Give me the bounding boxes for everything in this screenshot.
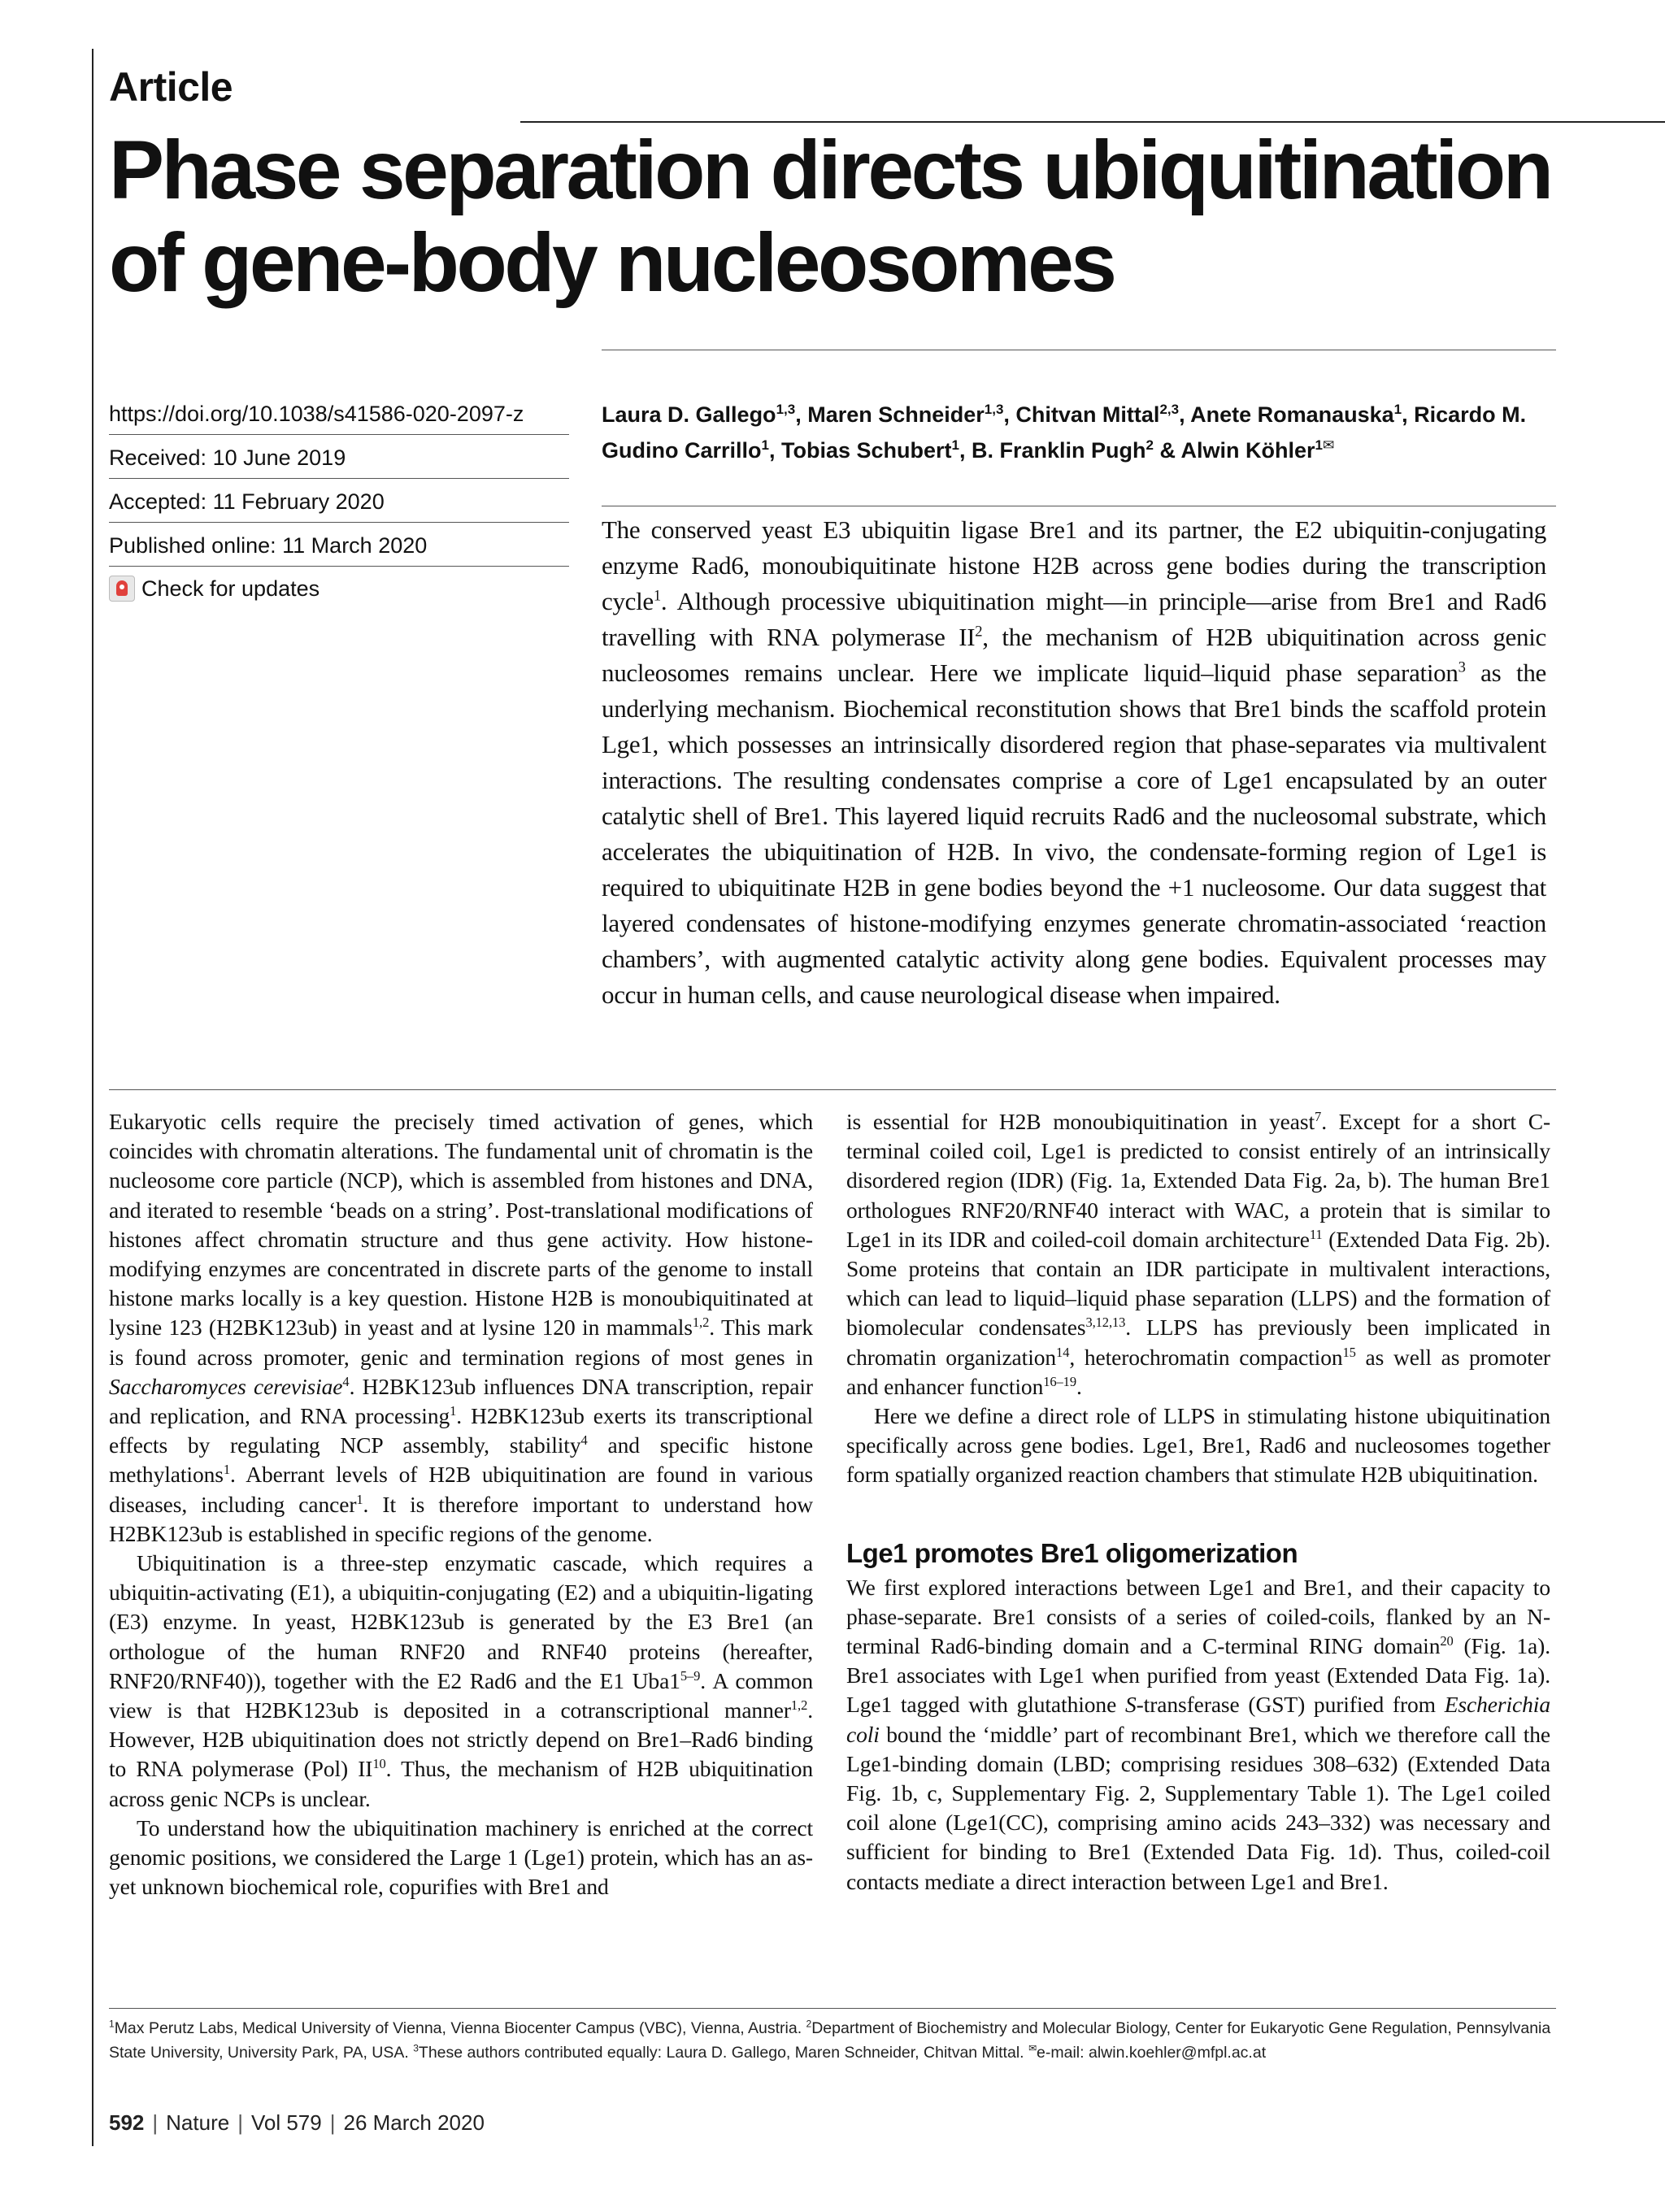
meta-divider	[109, 434, 569, 435]
check-for-updates-icon	[109, 576, 135, 602]
accepted-date: Accepted: 11 February 2020	[109, 489, 385, 514]
article-type-label: Article	[109, 64, 233, 110]
header-rule	[520, 121, 1665, 123]
body-paragraph: Eukaryotic cells require the precisely timed activation of genes, which coincides with chromatin alterations. The fundamental unit of chromatin is the nucleosome core particle (NCP), which is assembled from histones and DNA, and iterated to resemble ‘beads on a string’. Post-translational modifications of histones affect chromatin structure and thus gene activity. How histone-modifying enzymes are concentrated in discrete parts of the genome to install histone marks locally is a key question. Histone H2B is monoubiquitinated at lysine 123 (H2BK123ub) in yeast and at lysine 120 in mammals$^{1,2}$. This mark is found across promoter, genic and termination regions of most genes in Saccharomyces cerevisiae$^4$. H2BK123ub influences DNA transcription, repair and replication, and RNA processing$^1$. H2BK123ub exerts its transcriptional effects by regulating NCP assembly, stability$^4$ and specific histone methylations$^1$. Aberrant levels of H2B ubiquitination are found in various diseases, including cancer$^1$. It is therefore important to understand how H2BK123ub is established in specific regions of the genome.	[109, 1109, 813, 1546]
page-number: 592	[109, 2110, 145, 2135]
journal-name: Nature	[166, 2110, 230, 2135]
affiliations-footnote: $^1$Max Perutz Labs, Medical University of Vienna, Vienna Biocenter Campus (VBC), Vienna, Austria. $^2$Department of Biochemistry and Molecular Biology, Center for Eukaryotic Gene Regulation, Pennsylvania State University, University Park, PA, USA. $^3$These authors contributed equally: Laura D. Gallego, Maren Schneider, Chitvan Mittal. ✉e-mail: alwin.koehler@mfpl.ac.at	[109, 2018, 1551, 2062]
volume: Vol 579	[250, 2110, 322, 2135]
author-list: Laura D. Gallego$^{1,3}$, Maren Schneider$^{1,3}$, Chitvan Mittal$^{2,3}$, Anete Romanauska$^1$, Ricardo M. Gudino Carrillo$^1$, Tobias Schubert$^1$, B. Franklin Pugh$^2$ & Alwin Köhler$^{1✉}$	[602, 402, 1527, 463]
meta-divider	[109, 478, 569, 479]
footnote-rule	[109, 2008, 1556, 2009]
body-paragraph: Ubiquitination is a three-step enzymatic cascade, which requires a ubiquitin-activating (E1), a ubiquitin-conjugating (E2) and a ubiquitin-ligating (E3) enzyme. In yeast, H2BK123ub is generated by the E3 Bre1 (an orthologue of the human RNF20 and RNF40 proteins (hereafter, RNF20/RNF40)), together with the E2 Rad6 and the E1 Uba1$^{5-9}$. A common view is that H2BK123ub is deposited in a cotranscriptional manner$^{1,2}$. However, H2B ubiquitination does not strictly depend on Bre1–Rad6 binding to RNA polymerase (Pol) II$^{10}$. Thus, the mechanism of H2B ubiquitination across genic NCPs is unclear.	[109, 1550, 813, 1811]
meta-divider	[109, 566, 569, 567]
abstract: The conserved yeast E3 ubiquitin ligase Bre1 and its partner, the E2 ubiquitin-conjugating enzyme Rad6, monoubiquitinate histone H2B across gene bodies during the transcription cycle$^1$. Although processive ubiquitination might—in principle—arise from Bre1 and Rad6 travelling with RNA polymerase $II^2$, the mechanism of H2B ubiquitination across genic nucleosomes remains unclear. Here we implicate liquid–liquid phase separation$^3$ as the underlying mechanism. Biochemical reconstitution shows that Bre1 binds the scaffold protein Lge1, which possesses an intrinsically disordered region that phase-separates via multivalent interactions. The resulting condensates comprise a core of Lge1 encapsulated by an outer catalytic shell of Bre1. This layered liquid recruits Rad6 and the nucleosomal substrate, which accelerates the ubiquitination of H2B. In vivo, the condensate-forming region of Lge1 is required to ubiquitinate H2B in gene bodies beyond the +1 nucleosome. Our data suggest that layered condensates of histone-modifying enzymes generate chromatin-associated ‘reaction chambers’, with augmented catalytic activity along gene bodies. Equivalent processes may occur in human cells, and cause neurological disease when impaired.	[602, 515, 1546, 1009]
body-paragraph: We first explored interactions between Lge1 and Bre1, and their capacity to phase-separate. Bre1 consists of a series of coiled-coils, flanked by an N-terminal Rad6-binding domain and a C-terminal RING domain$^{20}$ (Fig. 1a). Bre1 associates with Lge1 when purified from yeast (Extended Data Fig. 1a). Lge1 tagged with glutathione S-transferase (GST) purified from Escherichia coli bound the ‘middle’ part of recombinant Bre1, which we therefore call the Lge1-binding domain (LBD; comprising residues 308–632) (Extended Data Fig. 1b, c, Supplementary Fig. 2, Supplementary Table 1). The Lge1 coiled coil alone (Lge1(CC), comprising amino acids 243–332) was necessary and sufficient for binding to Bre1 (Extended Data Fig. 1d). Thus, coiled-coil contacts mediate a direct interaction between Lge1 and Bre1.	[846, 1574, 1550, 1894]
issue-date: 26 March 2020	[343, 2110, 485, 2135]
body-paragraph: To understand how the ubiquitination machinery is enriched at the correct genomic positions, we considered the Large 1 (Lge1) protein, which has an as-yet unknown biochemical role, copurifies with Bre1 and	[109, 1814, 813, 1900]
doi-link[interactable]: https://doi.org/10.1038/s41586-020-2097-z	[109, 402, 524, 426]
section-heading: Lge1 promotes Bre1 oligomerization	[846, 1537, 1298, 1568]
check-for-updates-button[interactable]	[109, 576, 569, 602]
meta-divider	[109, 522, 569, 523]
published-date: Published online: 11 March 2020	[109, 533, 428, 558]
page-footer: 592 | Nature | Vol 579 | 26 March 2020	[109, 2110, 485, 2135]
body-divider	[109, 1089, 1556, 1090]
body-paragraph: Here we define a direct role of LLPS in stimulating histone ubiquitination specifically across gene bodies. Lge1, Bre1, Rad6 and nucleosomes together form spatially organized reaction chambers that stimulate H2B ubiquitination.	[846, 1403, 1550, 1488]
left-margin-rule	[92, 49, 93, 2146]
body-paragraph: is essential for H2B monoubiquitination in yeast$^7$. Except for a short C-terminal coiled coil, Lge1 is predicted to consist entirely of an intrinsically disordered region (IDR) (Fig. 1a, Extended Data Fig. 2a, b). The human Bre1 orthologues RNF20/RNF40 interact with WAC, a protein that is similar to Lge1 in its IDR and coiled-coil domain architecture$^{11}$ (Extended Data Fig. 2b). Some proteins that contain an IDR participate in multivalent interactions, which can lead to liquid–liquid phase separation (LLPS) and the formation of biomolecular condensates$^{3,12,13}$. LLPS has previously been implicated in chromatin organization$^{14}$, heterochromatin compaction$^{15}$ as well as promoter and enhancer function$^{16-19}$.	[846, 1108, 1551, 1399]
received-date: Received: 10 June 2019	[109, 445, 346, 470]
page-title: Phase separation directs ubiquitination of gene-body nucleosomes	[109, 124, 1551, 309]
body-column-right	[846, 1107, 1550, 1897]
body-column-left	[109, 1107, 813, 1901]
check-for-updates-label: Check for updates	[141, 576, 320, 601]
